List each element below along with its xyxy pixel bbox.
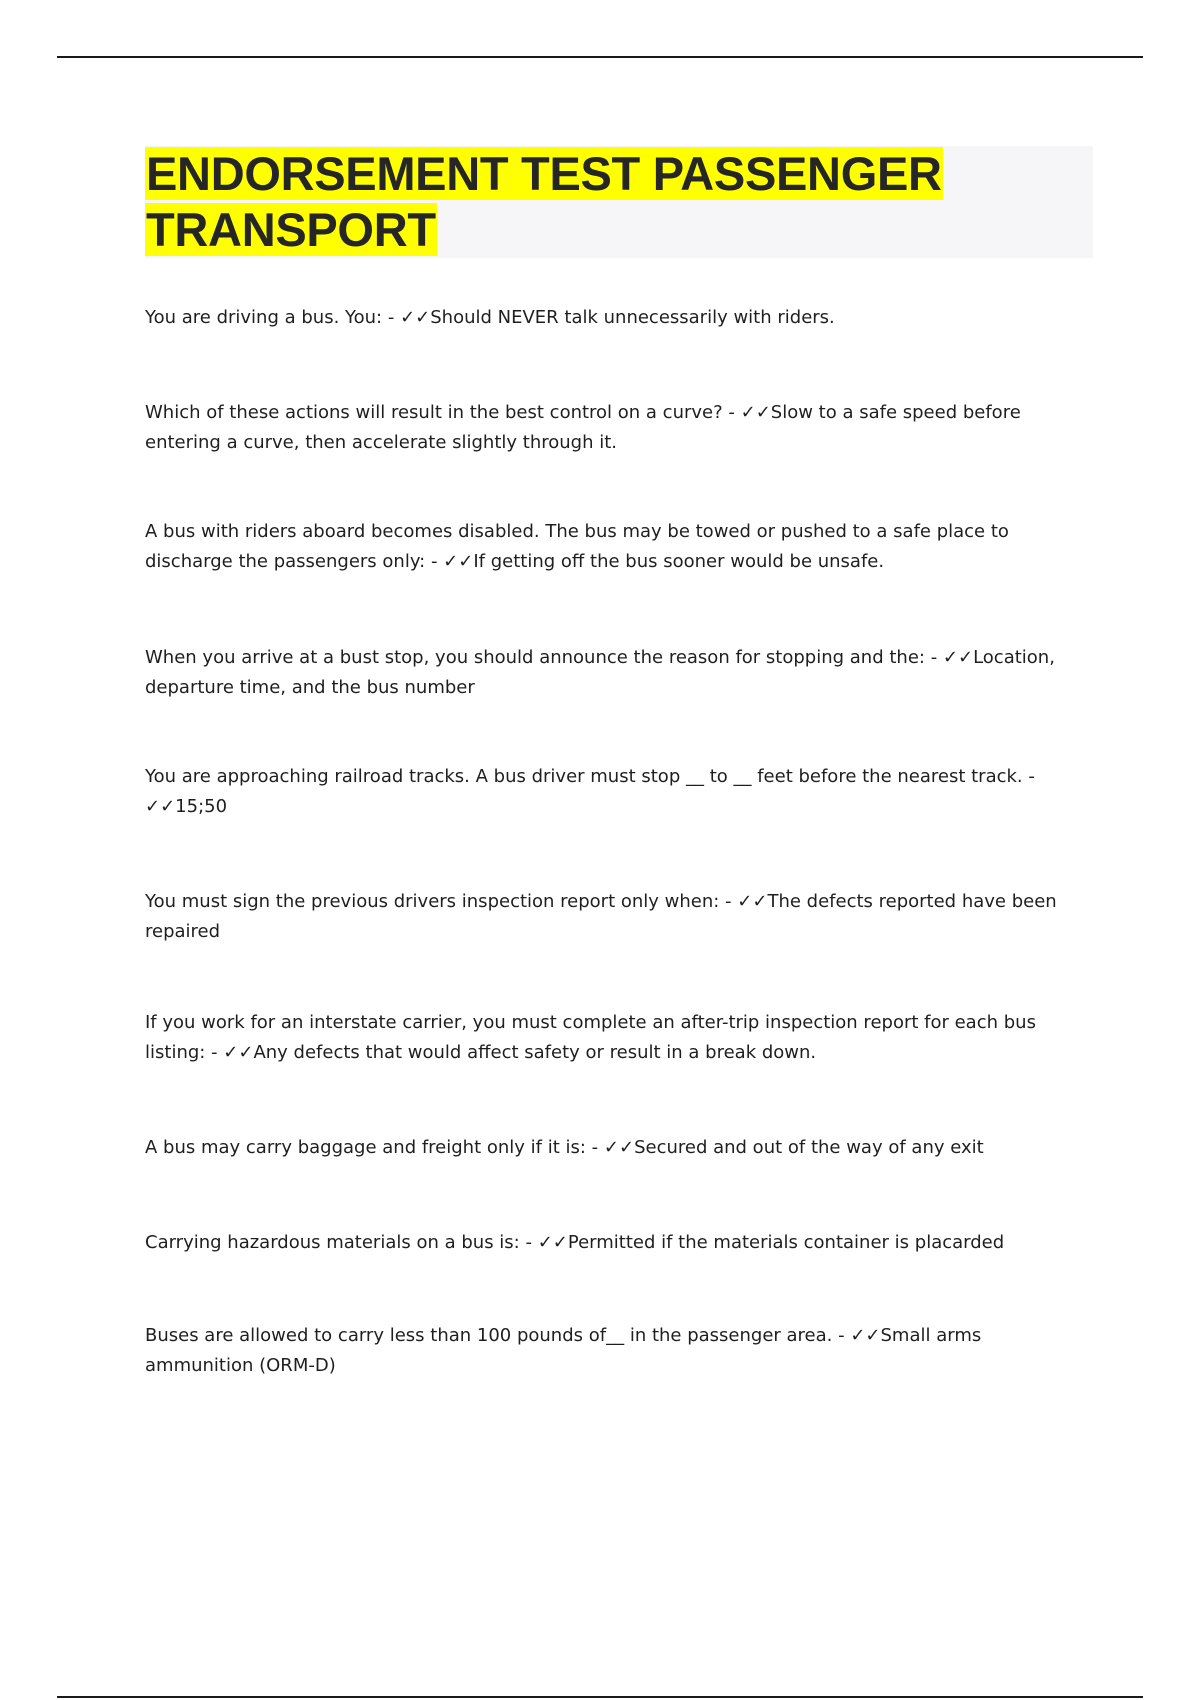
title-line-2: TRANSPORT (146, 203, 436, 256)
answer-text: Small arms ammunition (ORM-D) (145, 1325, 982, 1376)
checkmark-icon: ✓✓ (145, 796, 176, 817)
answer-text: Permitted if the materials container is placarded (567, 1232, 1005, 1253)
question-text: A bus with riders aboard becomes disabled. The bus may be towed or pushed to a safe place to discharge the passengers only: - (145, 521, 1009, 572)
bottom-rule (57, 1696, 1143, 1698)
question-text: Buses are allowed to carry less than 100 pounds of__ in the passenger area. - (145, 1325, 851, 1346)
top-rule (57, 56, 1143, 58)
answer-text: Location, departure time, and the bus number (145, 647, 1055, 698)
checkmark-icon: ✓✓ (223, 1042, 254, 1063)
question-text: A bus may carry baggage and freight only if it is: - (145, 1137, 604, 1158)
checkmark-icon: ✓✓ (850, 1325, 881, 1346)
answer-text: Should NEVER talk unnecessarily with riders. (430, 307, 835, 328)
qa-item (145, 398, 1075, 458)
answer-text: 15;50 (175, 796, 228, 817)
answer-text: Any defects that would affect safety or result in a break down. (253, 1042, 817, 1063)
qa-item (145, 1321, 1075, 1381)
qa-item (145, 1008, 1075, 1068)
question-text: You are approaching railroad tracks. A bus driver must stop __ to __ feet before the nearest track. - (145, 766, 1035, 787)
answer-text: Slow to a safe speed before entering a curve, then accelerate slightly through it. (145, 402, 1021, 453)
document-title (145, 146, 1093, 258)
checkmark-icon: ✓✓ (443, 551, 474, 572)
question-text: You must sign the previous drivers inspection report only when: - (145, 891, 738, 912)
checkmark-icon: ✓✓ (603, 1137, 635, 1158)
title-line-1: ENDORSEMENT TEST PASSENGER (146, 147, 942, 200)
title-block (145, 146, 1093, 258)
question-text: Which of these actions will result in the best control on a curve? - (145, 402, 741, 423)
answer-text: If getting off the bus sooner would be unsafe. (473, 551, 885, 572)
checkmark-icon: ✓✓ (740, 402, 771, 423)
checkmark-icon: ✓✓ (737, 891, 768, 912)
qa-item (145, 303, 1075, 333)
qa-item (145, 517, 1075, 577)
qa-item (145, 762, 1075, 822)
question-text: You are driving a bus. You: - (145, 307, 401, 328)
qa-item (145, 1133, 1075, 1163)
checkmark-icon: ✓✓ (537, 1232, 568, 1253)
answer-text: The defects reported have been repaired (145, 891, 1057, 942)
question-text: If you work for an interstate carrier, you must complete an after-trip inspection report for each bus listing: - (145, 1012, 1036, 1063)
answer-text: Secured and out of the way of any exit (634, 1137, 984, 1158)
checkmark-icon: ✓✓ (942, 647, 974, 668)
checkmark-icon: ✓✓ (400, 307, 431, 328)
question-text: Carrying hazardous materials on a bus is: - (145, 1232, 538, 1253)
qa-item (145, 1228, 1075, 1258)
qa-item (145, 887, 1075, 947)
qa-item (145, 643, 1075, 703)
question-text: When you arrive at a bust stop, you should announce the reason for stopping and the: - (145, 647, 943, 668)
